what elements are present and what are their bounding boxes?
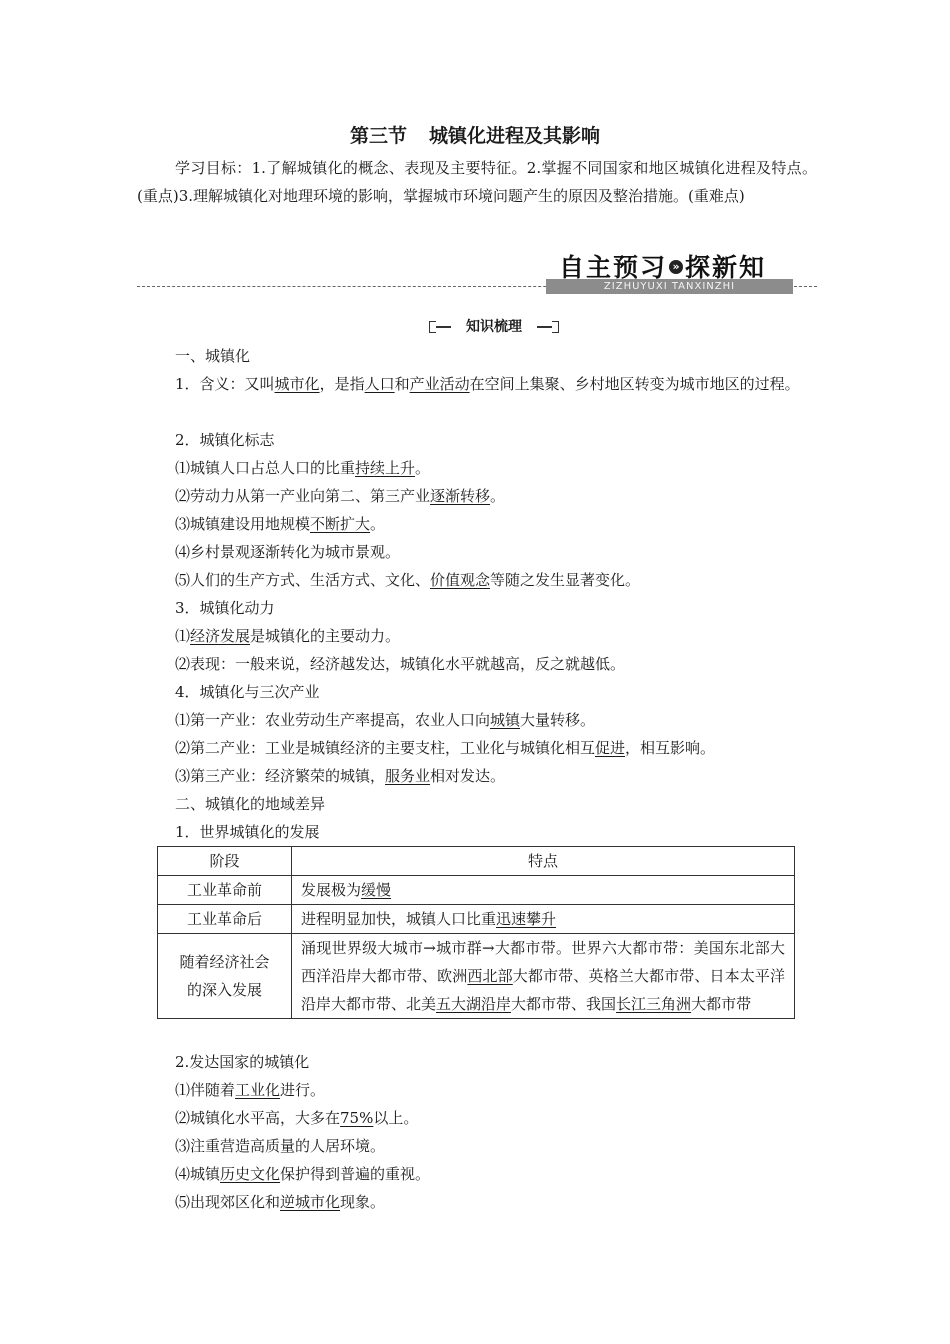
heading-world-development: 1．世界城镇化的发展: [175, 823, 320, 841]
developed-item: ⑸出现郊区化和逆城市化现象。: [175, 1193, 386, 1211]
table-header-row: [158, 847, 795, 876]
industry-item: ⑵第二产业：工业是城镇经济的主要支柱，工业化与城镇化相互促进，相互影响。: [175, 739, 716, 757]
sign-item: ⑶城镇建设用地规模不断扩大。: [175, 515, 386, 533]
tag-label: 知识梳理: [451, 317, 537, 337]
sign-item: ⑴城镇人口占总人口的比重持续上升。: [175, 459, 431, 477]
industry-item: ⑶第三产业：经济繁荣的城镇，服务业相对发达。: [175, 767, 506, 785]
stage-cell: 工业革命前: [158, 876, 292, 905]
world-urbanization-table: [157, 846, 795, 1019]
force-item: ⑴经济发展是城镇化的主要动力。: [175, 627, 401, 645]
section-number: 第三节: [349, 125, 407, 147]
stage-cell: 工业革命后: [158, 905, 292, 934]
heading-signs: 2．城镇化标志: [175, 431, 275, 449]
sign-item: ⑵劳动力从第一产业向第二、第三产业逐渐转移。: [175, 487, 506, 505]
table-row: [158, 876, 795, 905]
heading-driving-force: 3．城镇化动力: [175, 599, 275, 617]
developed-item: ⑴伴随着工业化进行。: [175, 1081, 326, 1099]
banner-subtitle: ZIZHUYUXI TANXINZHI: [546, 279, 793, 294]
banner-title-left: 自主预习: [559, 253, 668, 282]
industry-item: ⑴第一产业：农业劳动生产率提高，农业人口向城镇大量转移。: [175, 711, 596, 729]
sign-item: ⑸人们的生产方式、生活方式、文化、价值观念等随之发生显著变化。: [175, 571, 641, 589]
table-row: [158, 905, 795, 934]
double-chevron-icon: »: [669, 260, 683, 274]
heading-developed-countries: 2.发达国家的城镇化: [175, 1053, 310, 1071]
table-row: [158, 934, 795, 1019]
heading-urbanization: 一、城镇化: [175, 347, 251, 365]
developed-item: ⑷城镇历史文化保护得到普遍的重视。: [175, 1165, 431, 1183]
section-banner: [137, 248, 817, 296]
feature-cell: 进程明显加快，城镇人口比重迅速攀升: [292, 905, 795, 934]
banner-title-right: 探新知: [685, 253, 767, 282]
banner-title: [559, 248, 766, 284]
page-title: [0, 121, 950, 148]
developed-item: ⑶注重营造高质量的人居环境。: [175, 1137, 386, 1155]
tag-left-cap: [429, 321, 436, 333]
sign-item: ⑷乡村景观逐渐转化为城市景观。: [175, 543, 401, 561]
heading-industries: 4．城镇化与三次产业: [175, 683, 320, 701]
section-name: 城镇化进程及其影响: [429, 125, 601, 147]
developed-item: ⑵城镇化水平高，大多在75%以上。: [175, 1109, 419, 1127]
heading-regional-difference: 二、城镇化的地域差异: [175, 795, 326, 813]
tag-right-cap: [552, 321, 559, 333]
feature-cell: 涌现世界级大城市→城市群→大都市带。世界六大都市带：美国东北部大西洋沿岸大都市带、欧洲西北部大都市带、英格兰大都市带、日本太平洋沿岸大都市带、北美五大湖沿岸大都市带、我国长江三角洲大都市带: [292, 934, 795, 1019]
feature-cell: 发展极为缓慢: [292, 876, 795, 905]
column-header: 阶段: [158, 847, 292, 876]
stage-cell: 随着经济社会 的深入发展: [158, 934, 292, 1019]
column-header: 特点: [292, 847, 795, 876]
definition-paragraph: 1．含义：又叫城市化，是指人口和产业活动在空间上集聚、乡村地区转变为城市地区的过程。: [175, 375, 800, 393]
learning-objectives: 学习目标：1.了解城镇化的概念、表现及主要特征。2.掌握不同国家和地区城镇化进程及特点。(重点)3.理解城镇化对地理环境的影响，掌握城市环境问题产生的原因及整治措施。(重难点): [137, 159, 817, 205]
knowledge-tag: [429, 317, 559, 337]
force-item: ⑵表现：一般来说，经济越发达，城镇化水平就越高，反之就越低。: [175, 655, 626, 673]
